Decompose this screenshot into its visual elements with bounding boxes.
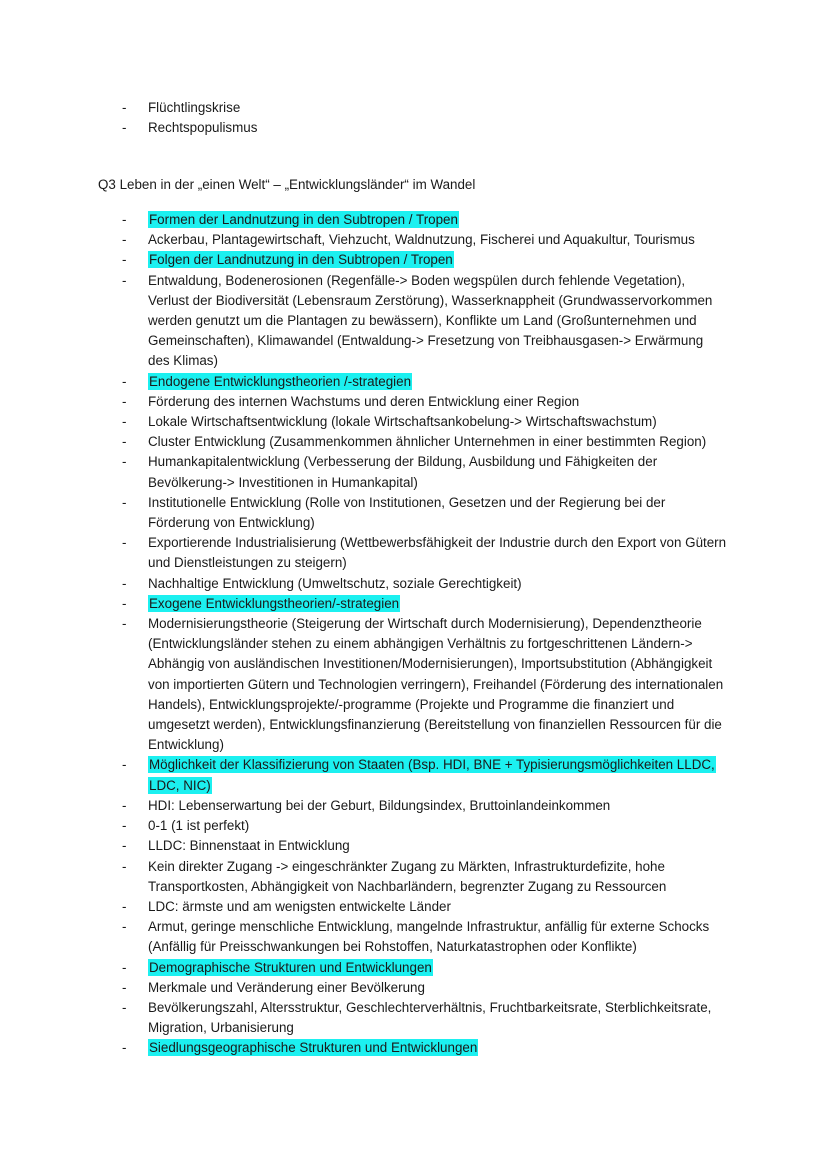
list-item (0, 998, 828, 1038)
list-item (0, 533, 828, 573)
list-item (0, 271, 828, 372)
list-item (0, 493, 828, 533)
bullet-dash: - (122, 858, 127, 874)
list-item-text: Lokale Wirtschaftsentwicklung (lokale Wirtschaftsankobelung-> Wirtschaftswachstum) (148, 414, 657, 430)
list-item (0, 432, 828, 452)
top-bullet-list (0, 98, 828, 138)
list-item-text: Cluster Entwicklung (Zusammenkommen ähnlicher Unternehmen in einer bestimmten Region) (148, 434, 707, 450)
list-item-text: Kein direkter Zugang -> eingeschränkter Zugang zu Märkten, Infrastrukturdefizite, hohe Transportkosten, Abhängigkeit von Nachbarländern, begrenzter Zugang zu Ressourcen (148, 858, 667, 894)
bullet-dash: - (122, 898, 127, 914)
list-item-text: Armut, geringe menschliche Entwicklung, mangelnde Infrastruktur, anfällig für externe Schocks (Anfällig für Preisschwankungen bei Rohstoffen, Naturkatastrophen oder Konflikte) (148, 919, 710, 955)
list-item (0, 98, 828, 118)
list-item (0, 118, 828, 138)
highlighted-topic-text: Möglichkeit der Klassifizierung von Staaten (Bsp. HDI, BNE + Typisierungsmöglichkeiten LLDC, LDC, NIC) (149, 757, 715, 793)
list-item (0, 816, 828, 836)
bullet-dash: - (122, 434, 127, 450)
bullet-dash: - (122, 494, 127, 510)
list-item-text: LDC: ärmste und am wenigsten entwickelte Länder (148, 898, 451, 914)
bullet-dash: - (122, 818, 127, 834)
highlighted-topic-text: Demographische Strukturen und Entwicklungen (149, 959, 432, 975)
bullet-dash: - (122, 999, 127, 1015)
bullet-dash: - (122, 959, 127, 975)
list-item-text: LLDC: Binnenstaat in Entwicklung (148, 838, 350, 854)
list-item-topic (0, 250, 828, 270)
bullet-dash: - (122, 272, 127, 288)
list-item-text: HDI: Lebenserwartung bei der Geburt, Bildungsindex, Bruttoinlandeinkommen (148, 797, 611, 813)
section-heading: Q3 Leben in der „einen Welt“ – „Entwicklungsländer“ im Wandel (98, 177, 476, 192)
bullet-dash: - (122, 232, 127, 248)
list-item (0, 574, 828, 594)
main-bullet-list (0, 210, 828, 1059)
list-item-text: Rechtspopulismus (148, 120, 258, 136)
bullet-dash: - (122, 535, 127, 551)
bullet-dash: - (122, 919, 127, 935)
list-item-text: Bevölkerungszahl, Altersstruktur, Geschlechterverhältnis, Fruchtbarkeitsrate, Sterblichkeitsrate, Migration, Urbanisierung (148, 999, 712, 1036)
highlighted-topic-text: Formen der Landnutzung in den Subtropen / Tropen (149, 212, 458, 227)
bullet-dash: - (122, 414, 127, 430)
list-item (0, 392, 828, 412)
list-item-text: Institutionelle Entwicklung (Rolle von Institutionen, Gesetzen und der Regierung bei der Förderung von Entwicklung) (148, 494, 666, 531)
list-item-topic (0, 372, 828, 392)
list-item-text: Humankapitalentwicklung (Verbesserung der Bildung, Ausbildung und Fähigkeiten der Bevölkerung-> Investitionen in Humankapital) (148, 454, 658, 490)
list-item-text: Modernisierungstheorie (Steigerung der Wirtschaft durch Modernisierung), Dependenztheorie (Entwicklungsländer stehen zu einem abhängigen Verhältnis zu fortgeschrittenen Ländern-> Abhängig von ausländischen Investitionen/Modernisierungen), Importsubstitution (Abhängigkeit von importierten Gütern und Technologien verringern), Freihandel (Förderung des internationalen Handels), Entwicklungsprojekte/-programme (Projekte und Programme die finanziert und umgesetzt werden), Entwicklungsfinanzierung (Bereitstellung von finanziellen Ressourcen für die Entwicklung) (148, 616, 724, 753)
bullet-dash: - (122, 595, 127, 611)
list-item-text: Ackerbau, Plantagewirtschaft, Viehzucht, Waldnutzung, Fischerei und Aquakultur, Tourismus (148, 232, 695, 248)
bullet-dash: - (122, 212, 127, 227)
list-item-topic (0, 755, 828, 795)
highlighted-topic-text: Exogene Entwicklungstheorien/-strategien (149, 595, 400, 611)
list-item (0, 897, 828, 917)
bullet-dash: - (122, 373, 127, 389)
bullet-dash: - (122, 575, 127, 591)
list-item-text: Merkmale und Veränderung einer Bevölkerung (148, 979, 425, 995)
list-item-topic (0, 594, 828, 614)
highlighted-topic-text: Endogene Entwicklungstheorien /-strategien (149, 373, 412, 389)
list-item (0, 978, 828, 998)
bullet-dash: - (122, 100, 127, 115)
list-item-text: Entwaldung, Bodenerosionen (Regenfälle-> Boden wegspülen durch fehlende Vegetation), Verlust der Biodiversität (Lebensraum Zerstörung), Wasserknappheit (Grundwasservorkommen werden genutzt um die Plantagen zu bewässern), Konflikte um Land (Großunternehmen und Gemeinschaften), Klimawandel (Entwaldung-> Fresetzung von Treibhausgasen-> Erwärmung des Klimas) (148, 272, 713, 369)
list-item (0, 412, 828, 432)
list-item-topic (0, 958, 828, 978)
bullet-dash: - (122, 979, 127, 995)
bullet-dash: - (122, 797, 127, 813)
list-item (0, 917, 828, 957)
list-item (0, 796, 828, 816)
list-item-topic (0, 210, 828, 230)
bullet-dash: - (122, 838, 127, 854)
bullet-dash: - (122, 393, 127, 409)
list-item-text: Exportierende Industrialisierung (Wettbewerbsfähigkeit der Industrie durch den Export von Gütern und Dienstleistungen zu steigern) (148, 535, 727, 571)
bullet-dash: - (122, 616, 127, 632)
list-item (0, 230, 828, 250)
bullet-dash: - (122, 252, 127, 268)
list-item-topic (0, 1038, 828, 1058)
highlighted-topic-text: Folgen der Landnutzung in den Subtropen / Tropen (149, 252, 453, 268)
list-item-text: Flüchtlingskrise (148, 100, 241, 115)
list-item-text: 0-1 (1 ist perfekt) (148, 818, 250, 834)
bullet-dash: - (122, 1040, 127, 1056)
bullet-dash: - (122, 454, 127, 470)
list-item (0, 836, 828, 856)
highlighted-topic-text: Siedlungsgeographische Strukturen und Entwicklungen (149, 1040, 478, 1056)
bullet-dash: - (122, 120, 127, 136)
list-item-text: Nachhaltige Entwicklung (Umweltschutz, soziale Gerechtigkeit) (148, 575, 522, 591)
bullet-dash: - (122, 757, 127, 773)
list-item (0, 614, 828, 755)
list-item (0, 452, 828, 492)
list-item (0, 857, 828, 897)
list-item-text: Förderung des internen Wachstums und deren Entwicklung einer Region (148, 393, 580, 409)
